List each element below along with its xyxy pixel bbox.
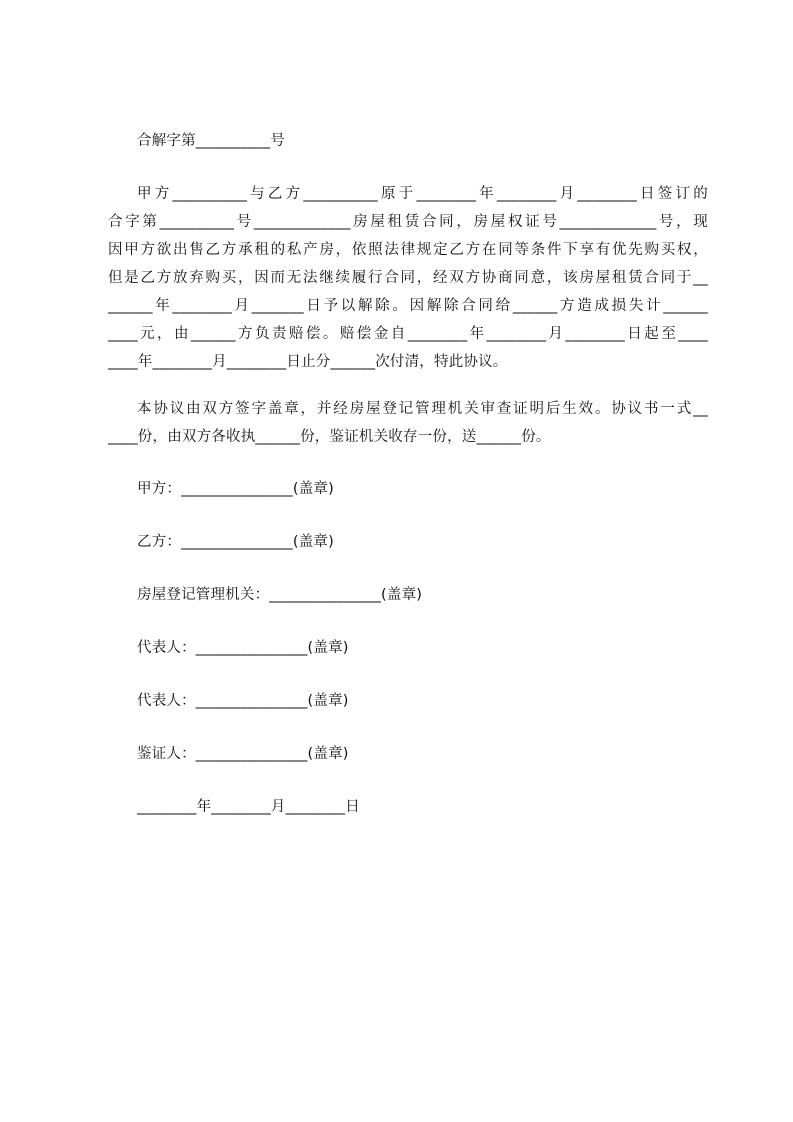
- paragraph-line: 合字第__________号_____________房屋租赁合同，房屋权证号_____________号，现: [108, 214, 708, 230]
- document-number-line: 合解字第__________号: [137, 133, 285, 149]
- paragraph-line: 甲方__________与乙方__________原于________年________月________日签订的: [137, 186, 708, 202]
- paragraph-line: 本协议由双方签字盖章，并经房屋登记管理机关审查证明后生效。协议书一式__: [137, 401, 708, 417]
- paragraph-line: ____元，由______方负责赔偿。赔偿金自________年________月________日起至____: [108, 326, 708, 342]
- witness-signature-line: 鉴证人：_______________(盖章): [137, 746, 349, 762]
- party-b-signature-line: 乙方：_______________(盖章): [137, 534, 334, 550]
- representative-signature-line: 代表人：_______________(盖章): [137, 693, 349, 709]
- paragraph-line: ____年________月________日止分______次付清，特此协议。: [108, 354, 508, 370]
- party-a-signature-line: 甲方：_______________(盖章): [137, 481, 334, 497]
- paragraph-line: 因甲方欲出售乙方承租的私产房，依照法律规定乙方在同等条件下享有优先购买权，: [108, 242, 708, 258]
- paragraph-line: ____份，由双方各收执______份，鉴证机关收存一份，送______份。: [108, 429, 551, 445]
- date-line: ________年________月________日: [137, 799, 360, 815]
- paragraph-line: 但是乙方放弃购买，因而无法继续履行合同，经双方协商同意，该房屋租赁合同于__: [108, 270, 708, 286]
- paragraph-line: ______年________月_______日予以解除。因解除合同给______方造成损失计______: [108, 298, 708, 314]
- representative-signature-line: 代表人：_______________(盖章): [137, 640, 349, 656]
- registration-authority-signature-line: 房屋登记管理机关：_______________(盖章): [137, 587, 423, 603]
